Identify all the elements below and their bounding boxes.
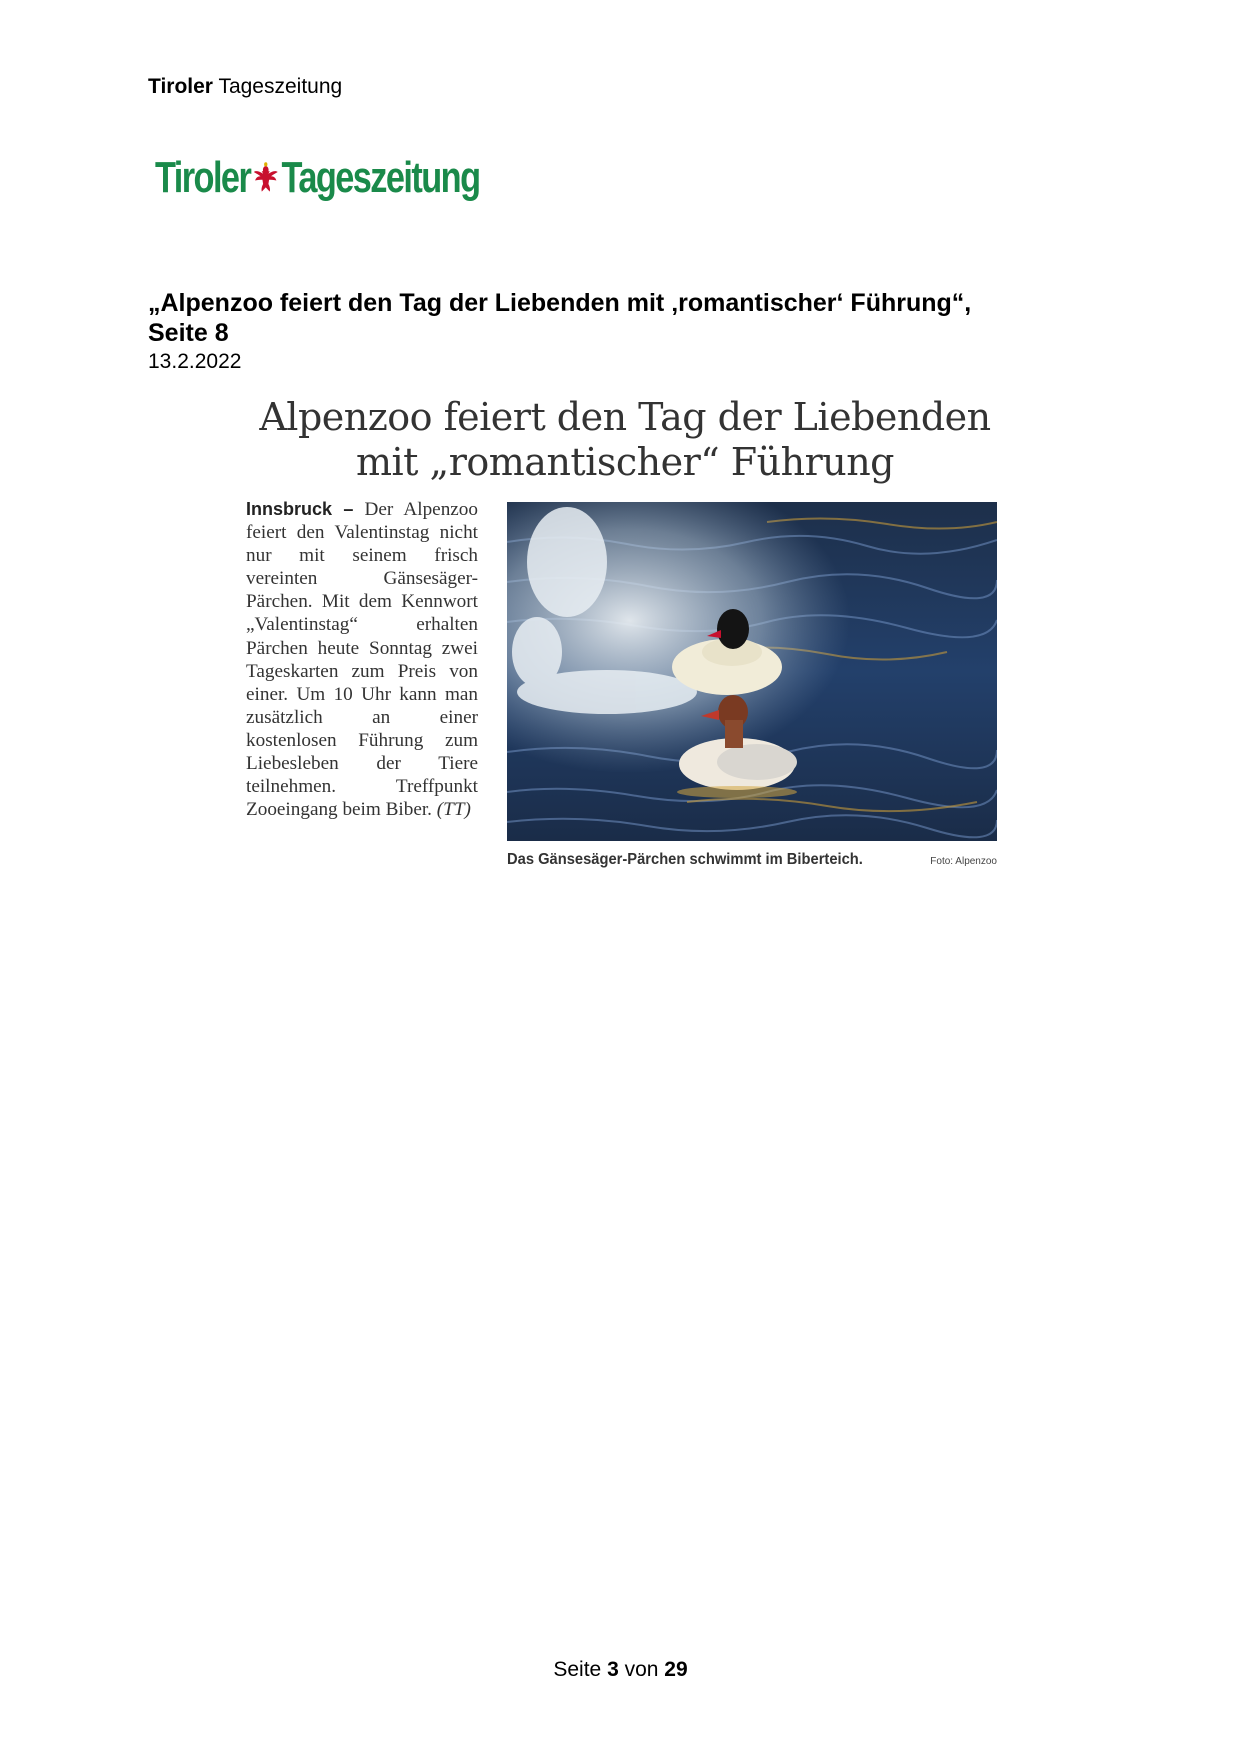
clipping-headline-line1: Alpenzoo feiert den Tag der Liebenden: [259, 395, 991, 439]
publication-name-regular: Tageszeitung: [218, 75, 343, 98]
author-credit: (TT): [436, 799, 471, 821]
clipping-headline-line2: mit „romantischer“ Führung: [355, 440, 895, 484]
clipping-headline: [240, 395, 1010, 485]
photo-caption: Das Gänsesäger-Pärchen schwimmt im Biberteich.: [507, 851, 863, 868]
page-counter-separator: von: [624, 1658, 659, 1681]
document-title-line1: „Alpenzoo feiert den Tag der Liebenden mit ‚romantischer‘ Führung“,: [148, 289, 972, 317]
newspaper-clipping: [240, 395, 1010, 875]
logo-right-word: Tageszeitung: [281, 153, 480, 202]
clipping-body: [246, 498, 478, 821]
tyrolean-eagle-icon: [253, 161, 280, 195]
dateline: Innsbruck –: [246, 499, 354, 519]
article-text: Der Alpenzoo feiert den Valentinstag nicht nur mit seinem frisch vereinten Gänsesäger-Pärchen. Mit dem Kennwort „Valentinstag“ erhalten Pärchen heute Sonntag zwei Tageskarten zum Preis von einer. Um 10 Uhr kann man zusätzlich an einer kostenlosen Führung zum Liebesleben der Tiere teilnehmen. Treffpunkt Zooeingang beim Biber.: [246, 499, 478, 821]
document-title: [148, 288, 1108, 348]
document-date: 13.2.2022: [148, 350, 242, 373]
newspaper-logo: [155, 148, 479, 208]
photo-credit: Foto: Alpenzoo: [930, 856, 997, 867]
document-title-line2: Seite 8: [148, 319, 229, 347]
publication-header: [148, 74, 342, 100]
article-photo: [507, 502, 997, 841]
current-page-number: 3: [607, 1658, 619, 1681]
total-page-count: 29: [664, 1658, 688, 1681]
logo-left-word: Tiroler: [155, 153, 251, 202]
photo-caption-row: [507, 851, 997, 869]
page-counter-prefix: Seite: [553, 1658, 602, 1681]
goosander-pair-photo: [507, 502, 997, 841]
publication-name-bold: Tiroler: [148, 75, 213, 98]
page-counter: [0, 1657, 1241, 1683]
